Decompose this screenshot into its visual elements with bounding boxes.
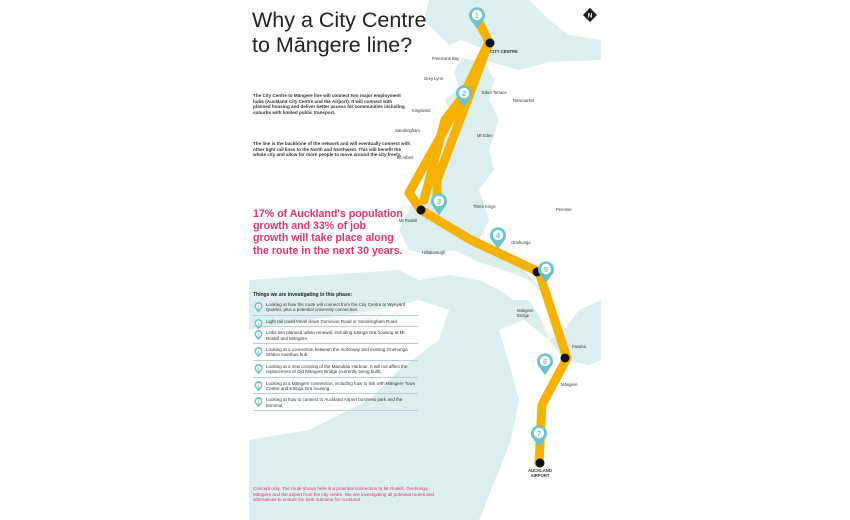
place-newmarket: Newmarket [513,98,535,103]
place-sandringham: Sandringham [395,128,420,133]
station-airport [536,459,545,468]
investigating-item [253,397,418,411]
investigating-item [253,347,418,361]
investigating-heading: Things we are investigating in this phase: [253,292,353,298]
place-mangere-bridge: Māngere Bridge [517,308,534,318]
place-mt-roskill: Mt Roskill [399,218,418,223]
investigating-item [253,302,418,316]
place-grey-lynn: Grey Lynn [424,76,444,81]
intro-paragraph-2: The line is the backbone of the network and will eventually connect with other light rail lines to the North and Northwest. This will benefit the whole city and allow for more people to move around the city freely. [253,141,411,158]
station-city-centre [486,39,495,48]
page-title: Why a City Centre to Māngere line? [252,8,427,57]
svg-text:4: 4 [257,348,260,354]
svg-text:3: 3 [257,332,260,338]
location-pin-icon [254,397,263,409]
intro-paragraph-1: The City Centre to Māngere line will connect two major employment hubs (Auckland City Centre and the Airport). It will connect with planned housing and deliver better access for communities including suburbs with limited public transport. [253,93,405,115]
place-mt-eden: Mt Eden [477,133,493,138]
svg-text:1: 1 [257,303,260,309]
svg-text:2: 2 [461,88,467,98]
svg-text:6: 6 [542,356,548,366]
svg-text:1: 1 [474,10,480,20]
location-pin-icon [254,381,263,393]
place-city-centre: CITY CENTRE [490,49,518,54]
place-airport: AUCKLAND AIRPORT [528,468,552,478]
investigating-item [253,364,418,378]
place-favona: Favona [572,344,586,349]
investigating-item [253,381,418,395]
place-penrose: Penrose [556,207,572,212]
investigating-item-text: Links into planned urban renewal, including Kāinga Ora housing at Mt Roskill and Māngere. [266,330,405,341]
place-mt-albert: Mt Albert [397,155,414,160]
place-eden-terrace: Eden Terrace [482,90,507,95]
investigating-item [253,319,418,327]
land-east [479,60,601,340]
growth-statistic: 17% of Auckland's population growth and 33% of job growth will take place along the route in the next 30 years. [253,208,403,257]
station-favona [561,354,570,363]
investigating-item-text: Looking at a new crossing of the Manukau Harbour. It will not affect the replacement of Old Māngere Bridge (currently being built). [266,363,408,375]
concept-note: Concept only. The route shown here is a potential connection to Mt Roskill, Onehunga, Māngere and the airport from the city centre. We are investigating all potential routes and alternatives to ensure the best outcome for Auckland. [253,486,434,503]
location-pin-icon [254,347,263,359]
place-onehunga: Onehunga [511,240,531,245]
investigating-item-text: Looking at a Māngere connection, including how to link with Māngere Town Centre and Kāinga Ora housing. [266,380,416,392]
svg-text:7: 7 [536,428,542,438]
location-pin-icon [254,330,263,342]
svg-text:N: N [587,13,593,20]
place-mangere: Māngere [561,382,578,387]
svg-text:5: 5 [543,264,549,274]
map-pin-3 [431,193,447,215]
investigating-item [253,330,418,344]
investigating-item-text: Light rail could travel down Dominion Road or Sandringham Road. [266,318,399,324]
svg-text:2: 2 [257,320,260,326]
north-arrow-icon [582,7,598,28]
svg-text:3: 3 [436,196,442,206]
investigating-item-text: Looking at how the route will connect from the City Centre to Wynyard Quarter, plus a potential university connection. [266,302,406,313]
place-freemans-bay: Freemans Bay [432,56,460,61]
location-pin-icon [254,364,263,376]
place-kingsland: Kingsland [412,108,431,113]
station-mt-roskill [417,206,426,215]
investigating-item-text: Looking at how to connect to Auckland Airport business park and the terminal. [266,397,403,408]
svg-text:5: 5 [257,365,260,371]
svg-text:4: 4 [495,230,501,240]
svg-text:6: 6 [257,382,260,388]
location-pin-icon [254,302,263,314]
investigating-list [253,302,418,414]
investigating-item-text: Looking at a connection between the motorway and existing Onehunga Station train/bus hub. [266,347,408,358]
place-hillsborough: Hillsborough [422,250,446,255]
svg-text:7: 7 [257,399,260,405]
poster [249,0,601,520]
place-three-kings: Three Kings [473,204,496,209]
